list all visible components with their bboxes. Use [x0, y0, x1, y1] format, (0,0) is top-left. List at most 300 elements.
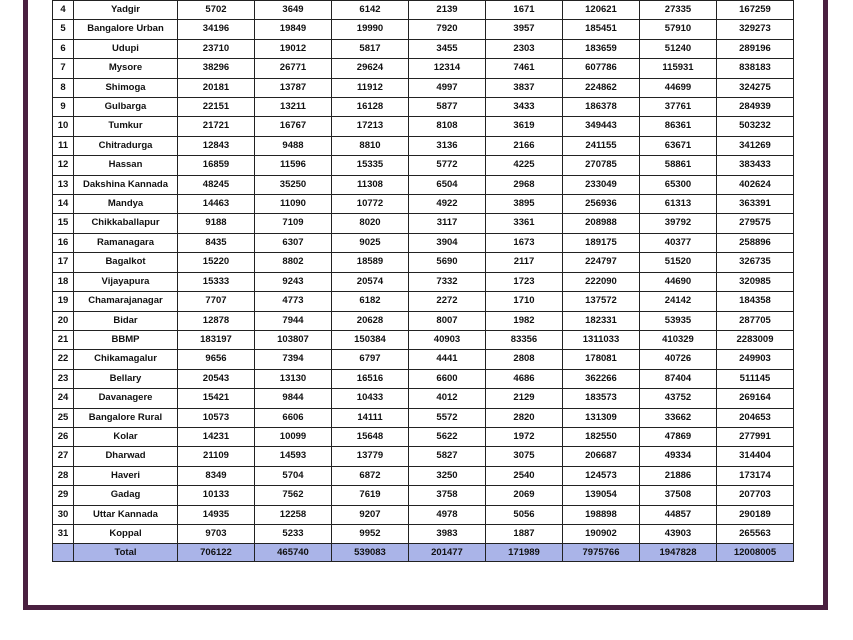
value-cell: 16767	[255, 117, 332, 136]
value-cell: 44690	[640, 272, 717, 291]
value-cell: 7920	[409, 20, 486, 39]
value-cell: 12258	[255, 505, 332, 524]
value-cell: 51520	[640, 253, 717, 272]
district-name-cell: BBMP	[74, 330, 178, 349]
value-cell: 383433	[717, 156, 794, 175]
value-cell: 53935	[640, 311, 717, 330]
table-row	[53, 369, 794, 388]
value-cell: 249903	[717, 350, 794, 369]
district-name-cell: Dakshina Kannada	[74, 175, 178, 194]
value-cell: 43903	[640, 524, 717, 543]
value-cell: 7394	[255, 350, 332, 369]
table-row	[53, 408, 794, 427]
value-cell: 20543	[178, 369, 255, 388]
value-cell: 6142	[332, 1, 409, 20]
table-row	[53, 427, 794, 446]
value-cell: 139054	[563, 486, 640, 505]
value-cell: 23710	[178, 39, 255, 58]
value-cell: 26771	[255, 59, 332, 78]
value-cell: 2283009	[717, 330, 794, 349]
value-cell: 3895	[486, 195, 563, 214]
district-name-cell: Uttar Kannada	[74, 505, 178, 524]
value-cell: 402624	[717, 175, 794, 194]
table-row	[53, 59, 794, 78]
value-cell: 1887	[486, 524, 563, 543]
district-name-cell: Vijayapura	[74, 272, 178, 291]
value-cell: 279575	[717, 214, 794, 233]
district-name-cell: Tumkur	[74, 117, 178, 136]
district-name-cell: Chikkaballapur	[74, 214, 178, 233]
value-cell: 9207	[332, 505, 409, 524]
value-cell: 4773	[255, 292, 332, 311]
district-name-cell: Hassan	[74, 156, 178, 175]
value-cell: 131309	[563, 408, 640, 427]
value-cell: 5056	[486, 505, 563, 524]
value-cell: 5233	[255, 524, 332, 543]
value-cell: 287705	[717, 311, 794, 330]
table-row	[53, 233, 794, 252]
value-cell: 17213	[332, 117, 409, 136]
value-cell: 503232	[717, 117, 794, 136]
value-cell: 183659	[563, 39, 640, 58]
value-cell: 314404	[717, 447, 794, 466]
value-cell: 44857	[640, 505, 717, 524]
table-row	[53, 505, 794, 524]
value-cell: 5690	[409, 253, 486, 272]
value-cell: 6606	[255, 408, 332, 427]
value-cell: 19990	[332, 20, 409, 39]
value-cell: 8108	[409, 117, 486, 136]
value-cell: 362266	[563, 369, 640, 388]
value-cell: 14231	[178, 427, 255, 446]
value-cell: 184358	[717, 292, 794, 311]
value-cell: 7707	[178, 292, 255, 311]
value-cell: 326735	[717, 253, 794, 272]
value-cell: 9488	[255, 136, 332, 155]
value-cell: 233049	[563, 175, 640, 194]
row-number-cell: 17	[53, 253, 74, 272]
value-cell: 265563	[717, 524, 794, 543]
value-cell: 115931	[640, 59, 717, 78]
district-name-cell: Dharwad	[74, 447, 178, 466]
value-cell: 222090	[563, 272, 640, 291]
value-cell: 7109	[255, 214, 332, 233]
row-number-cell: 13	[53, 175, 74, 194]
value-cell: 3455	[409, 39, 486, 58]
value-cell: 57910	[640, 20, 717, 39]
value-cell: 3117	[409, 214, 486, 233]
district-name-cell: Gulbarga	[74, 98, 178, 117]
value-cell: 1947828	[640, 544, 717, 562]
value-cell: 4012	[409, 389, 486, 408]
district-name-cell: Davanagere	[74, 389, 178, 408]
value-cell: 15333	[178, 272, 255, 291]
district-name-cell: Yadgir	[74, 1, 178, 20]
row-number-cell: 5	[53, 20, 74, 39]
value-cell: 5702	[178, 1, 255, 20]
table-row	[53, 78, 794, 97]
value-cell: 363391	[717, 195, 794, 214]
value-cell: 137572	[563, 292, 640, 311]
value-cell: 13787	[255, 78, 332, 97]
district-name-cell: Mysore	[74, 59, 178, 78]
value-cell: 40377	[640, 233, 717, 252]
value-cell: 14935	[178, 505, 255, 524]
value-cell: 2129	[486, 389, 563, 408]
value-cell: 8349	[178, 466, 255, 485]
row-number-cell: 19	[53, 292, 74, 311]
value-cell: 4978	[409, 505, 486, 524]
value-cell: 15220	[178, 253, 255, 272]
value-cell: 11308	[332, 175, 409, 194]
table-row	[53, 389, 794, 408]
value-cell: 12008005	[717, 544, 794, 562]
value-cell: 40903	[409, 330, 486, 349]
value-cell: 22151	[178, 98, 255, 117]
value-cell: 20574	[332, 272, 409, 291]
value-cell: 34196	[178, 20, 255, 39]
value-cell: 3904	[409, 233, 486, 252]
value-cell: 2139	[409, 1, 486, 20]
value-cell: 9025	[332, 233, 409, 252]
district-name-cell: Chikamagalur	[74, 350, 178, 369]
value-cell: 13211	[255, 98, 332, 117]
value-cell: 2968	[486, 175, 563, 194]
value-cell: 2540	[486, 466, 563, 485]
value-cell: 8435	[178, 233, 255, 252]
value-cell: 5572	[409, 408, 486, 427]
value-cell: 8020	[332, 214, 409, 233]
table-row	[53, 117, 794, 136]
value-cell: 290189	[717, 505, 794, 524]
value-cell: 6182	[332, 292, 409, 311]
row-number-cell: 7	[53, 59, 74, 78]
value-cell: 465740	[255, 544, 332, 562]
value-cell: 3075	[486, 447, 563, 466]
district-name-cell: Bangalore Urban	[74, 20, 178, 39]
row-number-cell: 12	[53, 156, 74, 175]
value-cell: 11912	[332, 78, 409, 97]
value-cell: 13130	[255, 369, 332, 388]
value-cell: 12843	[178, 136, 255, 155]
district-name-cell: Kolar	[74, 427, 178, 446]
value-cell: 87404	[640, 369, 717, 388]
district-name-cell: Gadag	[74, 486, 178, 505]
district-data-table-container	[52, 0, 793, 575]
value-cell: 58861	[640, 156, 717, 175]
row-number-cell: 28	[53, 466, 74, 485]
value-cell: 183197	[178, 330, 255, 349]
row-number-cell: 23	[53, 369, 74, 388]
value-cell: 19849	[255, 20, 332, 39]
value-cell: 63671	[640, 136, 717, 155]
value-cell: 12314	[409, 59, 486, 78]
table-row	[53, 311, 794, 330]
row-number-cell: 27	[53, 447, 74, 466]
row-number-cell: 22	[53, 350, 74, 369]
district-name-cell: Chamarajanagar	[74, 292, 178, 311]
value-cell: 7944	[255, 311, 332, 330]
district-name-cell: Mandya	[74, 195, 178, 214]
value-cell: 1972	[486, 427, 563, 446]
value-cell: 83356	[486, 330, 563, 349]
value-cell: 12878	[178, 311, 255, 330]
row-number-cell	[53, 544, 74, 562]
value-cell: 3619	[486, 117, 563, 136]
value-cell: 706122	[178, 544, 255, 562]
table-row	[53, 486, 794, 505]
value-cell: 3361	[486, 214, 563, 233]
value-cell: 7619	[332, 486, 409, 505]
value-cell: 320985	[717, 272, 794, 291]
row-number-cell: 31	[53, 524, 74, 543]
value-cell: 103807	[255, 330, 332, 349]
value-cell: 27335	[640, 1, 717, 20]
row-number-cell: 21	[53, 330, 74, 349]
value-cell: 511145	[717, 369, 794, 388]
value-cell: 24142	[640, 292, 717, 311]
value-cell: 11090	[255, 195, 332, 214]
value-cell: 182550	[563, 427, 640, 446]
value-cell: 8007	[409, 311, 486, 330]
value-cell: 9952	[332, 524, 409, 543]
value-cell: 86361	[640, 117, 717, 136]
value-cell: 13779	[332, 447, 409, 466]
value-cell: 6797	[332, 350, 409, 369]
table-row	[53, 253, 794, 272]
value-cell: 37508	[640, 486, 717, 505]
value-cell: 39792	[640, 214, 717, 233]
frame-left-border	[23, 0, 28, 610]
value-cell: 7562	[255, 486, 332, 505]
table-row	[53, 136, 794, 155]
district-name-cell: Koppal	[74, 524, 178, 543]
row-number-cell: 9	[53, 98, 74, 117]
value-cell: 10573	[178, 408, 255, 427]
value-cell: 21109	[178, 447, 255, 466]
table-row	[53, 1, 794, 20]
value-cell: 2069	[486, 486, 563, 505]
value-cell: 51240	[640, 39, 717, 58]
value-cell: 47869	[640, 427, 717, 446]
value-cell: 6504	[409, 175, 486, 194]
value-cell: 2303	[486, 39, 563, 58]
row-number-cell: 10	[53, 117, 74, 136]
value-cell: 258896	[717, 233, 794, 252]
value-cell: 49334	[640, 447, 717, 466]
value-cell: 14593	[255, 447, 332, 466]
value-cell: 7975766	[563, 544, 640, 562]
table-row	[53, 292, 794, 311]
row-number-cell: 16	[53, 233, 74, 252]
value-cell: 2808	[486, 350, 563, 369]
value-cell: 43752	[640, 389, 717, 408]
table-row	[53, 39, 794, 58]
value-cell: 186378	[563, 98, 640, 117]
value-cell: 607786	[563, 59, 640, 78]
table-row	[53, 447, 794, 466]
district-name-cell: Haveri	[74, 466, 178, 485]
value-cell: 1723	[486, 272, 563, 291]
value-cell: 16128	[332, 98, 409, 117]
district-name-cell: Bangalore Rural	[74, 408, 178, 427]
value-cell: 207703	[717, 486, 794, 505]
value-cell: 182331	[563, 311, 640, 330]
total-row	[53, 544, 794, 562]
district-name-cell: Bagalkot	[74, 253, 178, 272]
value-cell: 277991	[717, 427, 794, 446]
district-name-cell: Chitradurga	[74, 136, 178, 155]
value-cell: 206687	[563, 447, 640, 466]
value-cell: 124573	[563, 466, 640, 485]
value-cell: 3837	[486, 78, 563, 97]
value-cell: 5827	[409, 447, 486, 466]
value-cell: 37761	[640, 98, 717, 117]
value-cell: 16516	[332, 369, 409, 388]
value-cell: 3649	[255, 1, 332, 20]
table-row	[53, 175, 794, 194]
value-cell: 5877	[409, 98, 486, 117]
value-cell: 189175	[563, 233, 640, 252]
value-cell: 5622	[409, 427, 486, 446]
value-cell: 9844	[255, 389, 332, 408]
frame-right-border	[823, 0, 828, 610]
value-cell: 4997	[409, 78, 486, 97]
value-cell: 4922	[409, 195, 486, 214]
value-cell: 7332	[409, 272, 486, 291]
value-cell: 21721	[178, 117, 255, 136]
value-cell: 329273	[717, 20, 794, 39]
value-cell: 241155	[563, 136, 640, 155]
value-cell: 29624	[332, 59, 409, 78]
district-name-cell: Udupi	[74, 39, 178, 58]
value-cell: 201477	[409, 544, 486, 562]
value-cell: 11596	[255, 156, 332, 175]
value-cell: 38296	[178, 59, 255, 78]
row-number-cell: 29	[53, 486, 74, 505]
value-cell: 269164	[717, 389, 794, 408]
value-cell: 21886	[640, 466, 717, 485]
row-number-cell: 15	[53, 214, 74, 233]
district-data-table	[52, 0, 794, 562]
value-cell: 9243	[255, 272, 332, 291]
value-cell: 65300	[640, 175, 717, 194]
row-number-cell: 6	[53, 39, 74, 58]
value-cell: 2117	[486, 253, 563, 272]
value-cell: 224862	[563, 78, 640, 97]
value-cell: 208988	[563, 214, 640, 233]
value-cell: 44699	[640, 78, 717, 97]
value-cell: 173174	[717, 466, 794, 485]
row-number-cell: 18	[53, 272, 74, 291]
value-cell: 16859	[178, 156, 255, 175]
value-cell: 9188	[178, 214, 255, 233]
value-cell: 190902	[563, 524, 640, 543]
value-cell: 48245	[178, 175, 255, 194]
value-cell: 1982	[486, 311, 563, 330]
value-cell: 178081	[563, 350, 640, 369]
value-cell: 19012	[255, 39, 332, 58]
value-cell: 5772	[409, 156, 486, 175]
value-cell: 10133	[178, 486, 255, 505]
value-cell: 270785	[563, 156, 640, 175]
table-row	[53, 195, 794, 214]
table-row	[53, 350, 794, 369]
value-cell: 6307	[255, 233, 332, 252]
value-cell: 410329	[640, 330, 717, 349]
value-cell: 14111	[332, 408, 409, 427]
table-row	[53, 466, 794, 485]
value-cell: 256936	[563, 195, 640, 214]
value-cell: 150384	[332, 330, 409, 349]
table-row	[53, 214, 794, 233]
district-name-cell: Bidar	[74, 311, 178, 330]
value-cell: 838183	[717, 59, 794, 78]
value-cell: 14463	[178, 195, 255, 214]
value-cell: 40726	[640, 350, 717, 369]
value-cell: 3250	[409, 466, 486, 485]
row-number-cell: 4	[53, 1, 74, 20]
row-number-cell: 26	[53, 427, 74, 446]
value-cell: 4686	[486, 369, 563, 388]
value-cell: 10772	[332, 195, 409, 214]
value-cell: 1673	[486, 233, 563, 252]
district-name-cell: Bellary	[74, 369, 178, 388]
value-cell: 5817	[332, 39, 409, 58]
value-cell: 3983	[409, 524, 486, 543]
value-cell: 2272	[409, 292, 486, 311]
value-cell: 20628	[332, 311, 409, 330]
row-number-cell: 30	[53, 505, 74, 524]
value-cell: 224797	[563, 253, 640, 272]
value-cell: 198898	[563, 505, 640, 524]
value-cell: 8810	[332, 136, 409, 155]
row-number-cell: 11	[53, 136, 74, 155]
district-name-cell: Total	[74, 544, 178, 562]
value-cell: 324275	[717, 78, 794, 97]
value-cell: 7461	[486, 59, 563, 78]
table-row	[53, 98, 794, 117]
value-cell: 1671	[486, 1, 563, 20]
value-cell: 1311033	[563, 330, 640, 349]
row-number-cell: 20	[53, 311, 74, 330]
value-cell: 33662	[640, 408, 717, 427]
value-cell: 9656	[178, 350, 255, 369]
value-cell: 8802	[255, 253, 332, 272]
value-cell: 10433	[332, 389, 409, 408]
value-cell: 9703	[178, 524, 255, 543]
table-row	[53, 20, 794, 39]
value-cell: 15421	[178, 389, 255, 408]
value-cell: 167259	[717, 1, 794, 20]
table-body	[53, 1, 794, 562]
value-cell: 15648	[332, 427, 409, 446]
value-cell: 4225	[486, 156, 563, 175]
value-cell: 341269	[717, 136, 794, 155]
table-row	[53, 156, 794, 175]
frame-bottom-border	[23, 605, 828, 610]
row-number-cell: 8	[53, 78, 74, 97]
table-row	[53, 330, 794, 349]
table-row	[53, 272, 794, 291]
value-cell: 3957	[486, 20, 563, 39]
value-cell: 10099	[255, 427, 332, 446]
value-cell: 3758	[409, 486, 486, 505]
value-cell: 284939	[717, 98, 794, 117]
district-name-cell: Ramanagara	[74, 233, 178, 252]
value-cell: 204653	[717, 408, 794, 427]
value-cell: 61313	[640, 195, 717, 214]
